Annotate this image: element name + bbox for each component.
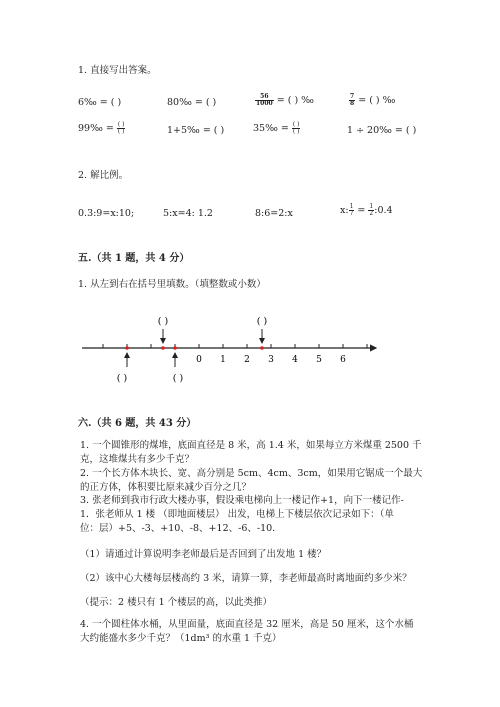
fraction: $\frac{( )}{( )}$ <box>117 121 125 135</box>
tick-label-5: 5 <box>316 355 322 365</box>
answer-bracket-bottom: ( ) <box>116 373 128 384</box>
question-6-3: 3. 张老师到我市行政大楼办事，假设乘电梯向上一楼记作+1，向下一楼记作- 1．张老师从 1 楼 （即地面楼层） 出发，电梯上下楼层依次记录如下：（单 位：层）+5、-3、+10、-8、+12、-6、-10. <box>80 495 404 534</box>
tick-label-0: 0 <box>196 355 202 365</box>
calc-item-5: 99‰ = $\frac{( )}{( )}$ <box>78 121 125 135</box>
calc-item-7: 35‰ = $\frac{( )}{( )}$ <box>253 121 300 135</box>
question-2-title: 2. 解比例。 <box>78 170 129 181</box>
tick-label-2: 2 <box>244 355 250 365</box>
question-6-1: 1. 一个圆锥形的煤堆，底面直径是 8 米，高 1.4 米，如果每立方米煤重 2500 千 克，这堆煤共有多少千克？ <box>80 440 422 465</box>
section-6-heading: 六.（共 6 题，共 43 分） <box>78 418 197 429</box>
question-6-3-hint: （提示：2 楼只有 1 个楼层的高，以此类推） <box>80 597 273 608</box>
number-line-figure <box>0 305 500 395</box>
tick-label-4: 4 <box>292 355 298 365</box>
fraction: $\frac{1}{2}$ <box>369 203 374 217</box>
calc-item-4: $\frac{7}{8}$ = ( ) ‰ <box>350 93 396 107</box>
proportion-1: 0.3:9=x:10; <box>78 208 135 219</box>
point-marker <box>125 346 129 350</box>
calc-item-6: 1+5‰ = ( ) <box>167 125 225 136</box>
question-6-2: 2. 一个长方体木块长、宽、高分别是 5cm、4cm、3cm，如果用它锯成一个最大 的正方体，体积要比原来减少百分之几？ <box>80 468 423 493</box>
question-1-title: 1. 直接写出答案。 <box>78 65 157 76</box>
proportion-2: 5:x=4: 1.2 <box>163 208 213 219</box>
section-5-question-1: 1. 从左到右在括号里填数。（填整数或小数） <box>78 279 266 290</box>
section-5-heading: 五.（共 1 题，共 4 分） <box>78 253 190 264</box>
calc-item-3: $\frac{56}{1000}$ = ( ) ‰ <box>256 93 314 107</box>
question-6-3-part-2: （2）该中心大楼每层楼高约 3 米，请算一算，李老师最高时离地面约多少米？ <box>80 573 412 584</box>
fraction: $\frac{1}{7}$ <box>349 203 354 217</box>
tick-labels <box>196 355 346 365</box>
calc-item-8: 1 ÷ 20‰ = ( ) <box>347 125 417 136</box>
answer-bracket-top: ( ) <box>256 316 268 327</box>
point-marker <box>173 346 177 350</box>
point-marker <box>260 346 264 350</box>
question-6-4: 4. 一个圆柱体水桶，从里面量，底面直径是 32 厘米，高是 50 厘米，这个水桶 大约能盛水多少千克？（1dm³ 的水重 1 千克） <box>80 619 414 644</box>
calc-item-1: 6‰ = ( ) <box>78 97 122 108</box>
proportion-3: 8:6=2:x <box>255 208 293 219</box>
tick-label-6: 6 <box>340 355 346 365</box>
point-marker <box>161 346 165 350</box>
fraction: $\frac{7}{8}$ <box>350 93 355 107</box>
fraction: $\frac{56}{1000}$ <box>256 93 273 107</box>
question-6-3-part-1: （1）请通过计算说明李老师最后是否回到了出发地 1 楼？ <box>80 549 327 560</box>
tick-label-1: 1 <box>220 355 226 365</box>
proportion-4: x: $\frac{1}{7}$ = $\frac{1}{2}$ :0.4 <box>340 203 393 217</box>
fraction: $\frac{( )}{( )}$ <box>292 121 300 135</box>
tick-label-3: 3 <box>268 355 274 365</box>
answer-bracket-bottom: ( ) <box>172 373 184 384</box>
calc-item-2: 80‰ = ( ) <box>167 97 217 108</box>
answer-bracket-top: ( ) <box>157 316 169 327</box>
number-line-ticks <box>103 344 367 348</box>
